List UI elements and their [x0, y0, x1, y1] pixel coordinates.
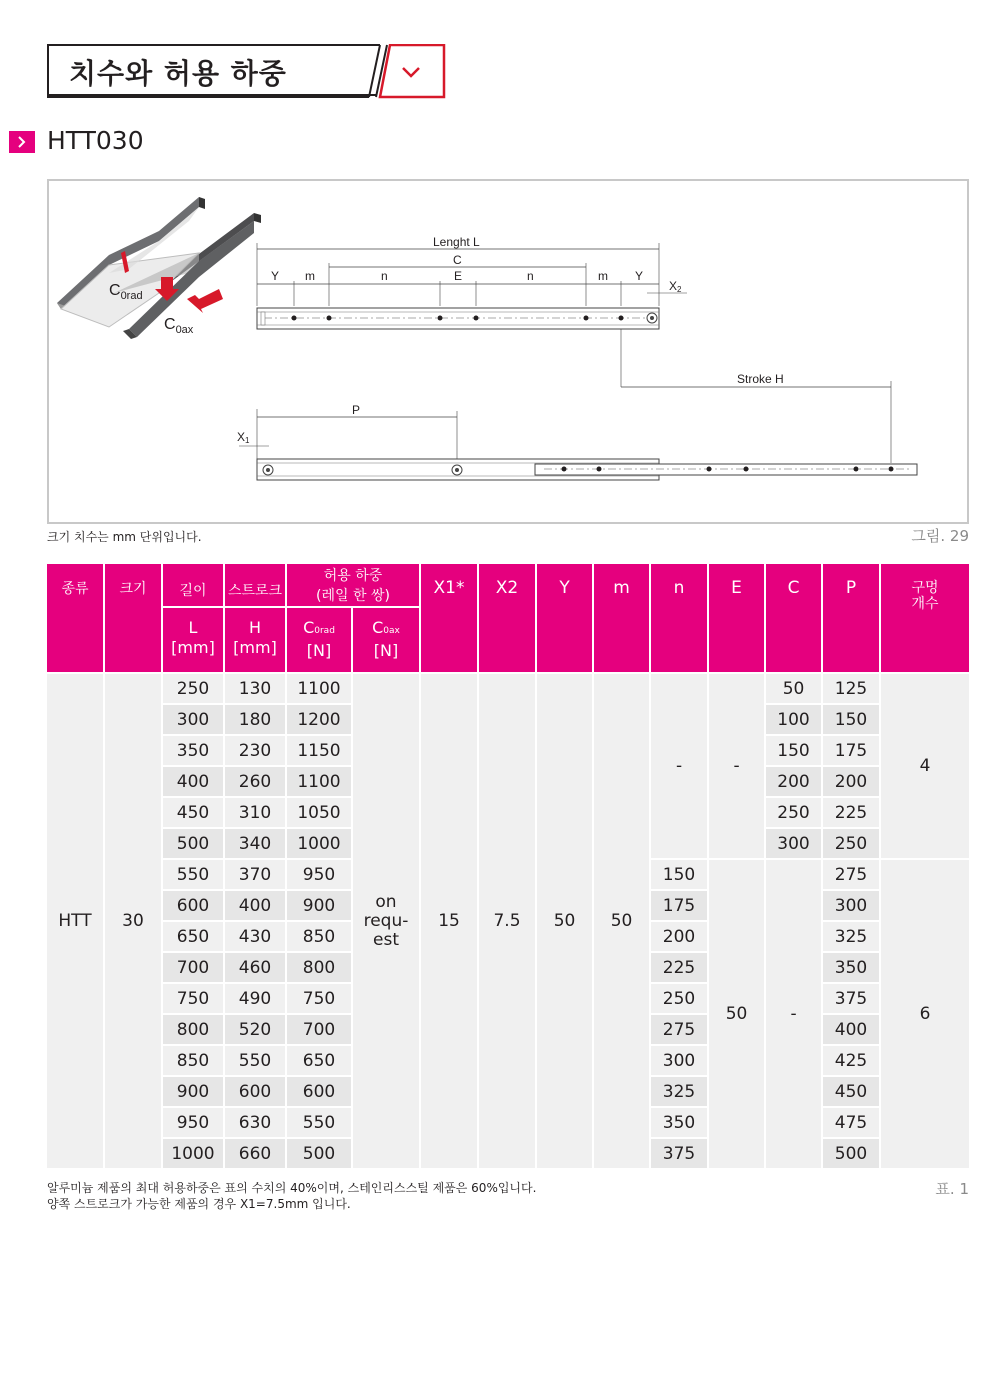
header-p: P — [823, 564, 881, 674]
cell-h: 180 — [225, 705, 287, 736]
cell-h: 430 — [225, 922, 287, 953]
cell-e-bottom: 50 — [709, 860, 766, 1170]
c0rad-label: $C_{0rad}$ — [109, 282, 143, 302]
cell-l: 700 — [163, 953, 225, 984]
cell-h: 130 — [225, 674, 287, 705]
cell-n: 275 — [651, 1015, 709, 1046]
page-title: 치수와 허용 하중 — [69, 57, 287, 90]
header-holes-line1: 구멍 — [911, 580, 939, 596]
cell-n: 300 — [651, 1046, 709, 1077]
cell-h: 370 — [225, 860, 287, 891]
cell-c0rad: 1150 — [287, 736, 353, 767]
header-x2: X2 — [479, 564, 537, 674]
cell-l: 650 — [163, 922, 225, 953]
cell-h: 660 — [225, 1139, 287, 1170]
table-notes — [47, 1180, 536, 1212]
cell-n: 325 — [651, 1077, 709, 1108]
cell-c: 150 — [766, 736, 823, 767]
cell-n: 150 — [651, 860, 709, 891]
cell-l: 500 — [163, 829, 225, 860]
c0ax-label: $C_{0ax}$ — [164, 316, 194, 336]
cell-l: 850 — [163, 1046, 225, 1077]
cell-c0rad: 750 — [287, 984, 353, 1015]
cell-c: 100 — [766, 705, 823, 736]
dimension-drawing — [49, 181, 967, 522]
cell-h: 490 — [225, 984, 287, 1015]
header-holes — [881, 564, 969, 674]
header-n: n — [651, 564, 709, 674]
figure-note: 크기 치수는 mm 단위입니다. — [47, 530, 202, 544]
header-c0rad — [287, 608, 353, 674]
header-stroke-unit-h: H — [248, 618, 262, 637]
cell-l: 900 — [163, 1077, 225, 1108]
cell-h: 310 — [225, 798, 287, 829]
cell-l: 1000 — [163, 1139, 225, 1170]
c-dim-label: C — [453, 253, 462, 267]
cell-p: 300 — [823, 891, 881, 922]
header-stroke-unit — [225, 608, 287, 674]
cell-h: 600 — [225, 1077, 287, 1108]
dimension-figure — [47, 179, 969, 524]
header-c0ax — [353, 608, 421, 674]
header-load-title: 허용 하중 — [323, 568, 383, 584]
header-y: Y — [537, 564, 594, 674]
cell-x2: 7.5 — [479, 674, 537, 1170]
cell-l: 450 — [163, 798, 225, 829]
header-c0rad-c: C — [303, 618, 315, 637]
cell-p: 125 — [823, 674, 881, 705]
cell-p: 350 — [823, 953, 881, 984]
header-length-unit — [163, 608, 225, 674]
header-size: 크기 — [105, 564, 163, 674]
cell-p: 275 — [823, 860, 881, 891]
header-c0ax-c: C — [372, 618, 384, 637]
e-label: E — [454, 269, 463, 283]
header-holes-line2: 개수 — [911, 596, 939, 612]
cell-c0rad: 1100 — [287, 674, 353, 705]
table-row — [47, 674, 969, 705]
cell-y: 50 — [537, 674, 594, 1170]
header-x1: X1* — [421, 564, 479, 674]
cell-l: 300 — [163, 705, 225, 736]
cell-c0rad: 700 — [287, 1015, 353, 1046]
cell-p: 500 — [823, 1139, 881, 1170]
section-title: HTT030 — [47, 126, 144, 155]
cell-n: 175 — [651, 891, 709, 922]
cell-c: 200 — [766, 767, 823, 798]
p-label: P — [352, 403, 361, 417]
cell-l: 800 — [163, 1015, 225, 1046]
header-length: 길이 — [163, 564, 225, 608]
header-stroke: 스트로크 — [225, 564, 287, 608]
header-c: C — [766, 564, 823, 674]
cell-p: 175 — [823, 736, 881, 767]
rail-top-view — [257, 235, 687, 329]
cell-p: 400 — [823, 1015, 881, 1046]
header-e: E — [709, 564, 766, 674]
cell-l: 600 — [163, 891, 225, 922]
title-decoration — [47, 44, 447, 100]
cell-c0rad: 900 — [287, 891, 353, 922]
m-left-label: m — [305, 269, 315, 283]
cell-c0rad: 1000 — [287, 829, 353, 860]
header-load — [287, 564, 421, 608]
cell-p: 375 — [823, 984, 881, 1015]
header-load-sub: (레일 한 쌍) — [316, 588, 390, 604]
cell-size: 30 — [105, 674, 163, 1170]
cell-l: 550 — [163, 860, 225, 891]
n-right-label: n — [527, 269, 534, 283]
cell-c0rad: 650 — [287, 1046, 353, 1077]
y-right-label: Y — [635, 269, 644, 283]
cell-n: 375 — [651, 1139, 709, 1170]
header-c0rad-sub: 0rad — [314, 626, 335, 636]
cell-h: 400 — [225, 891, 287, 922]
cell-c0ax-line3: est — [373, 929, 399, 950]
cell-c0rad: 850 — [287, 922, 353, 953]
rail-illustration — [57, 197, 261, 339]
cell-l: 950 — [163, 1108, 225, 1139]
cell-p: 225 — [823, 798, 881, 829]
cell-holes-top: 4 — [881, 674, 969, 860]
cell-m: 50 — [594, 674, 651, 1170]
cell-l: 250 — [163, 674, 225, 705]
header-length-unit-l: L — [188, 618, 198, 637]
cell-h: 630 — [225, 1108, 287, 1139]
cell-c: 250 — [766, 798, 823, 829]
x1-label: X1 — [237, 430, 250, 445]
cell-h: 520 — [225, 1015, 287, 1046]
cell-holes-bottom: 6 — [881, 860, 969, 1170]
cell-h: 230 — [225, 736, 287, 767]
cell-p: 450 — [823, 1077, 881, 1108]
cell-e-top: - — [709, 674, 766, 860]
cell-n-top: - — [651, 674, 709, 860]
cell-n: 250 — [651, 984, 709, 1015]
cell-p: 425 — [823, 1046, 881, 1077]
cell-h: 260 — [225, 767, 287, 798]
spec-table — [47, 564, 969, 1170]
cell-c0rad: 600 — [287, 1077, 353, 1108]
cell-h: 550 — [225, 1046, 287, 1077]
cell-c0rad: 950 — [287, 860, 353, 891]
header-c0ax-sub: 0ax — [383, 626, 400, 636]
header-c0ax-unit: [N] — [373, 641, 399, 660]
stroke-dimension — [621, 329, 891, 463]
header-length-unit-mm: [mm] — [171, 638, 215, 657]
cell-h: 340 — [225, 829, 287, 860]
header-stroke-unit-mm: [mm] — [233, 638, 277, 657]
chevron-right-icon — [9, 131, 35, 153]
y-left-label: Y — [271, 269, 280, 283]
cell-x1: 15 — [421, 674, 479, 1170]
n-left-label: n — [381, 269, 388, 283]
section-bullet — [9, 131, 35, 153]
header-c0rad-unit: [N] — [306, 641, 332, 660]
cell-c-bottom: - — [766, 860, 823, 1170]
x2-label: X2 — [669, 279, 682, 294]
cell-c: 50 — [766, 674, 823, 705]
cell-p: 250 — [823, 829, 881, 860]
header-type: 종류 — [47, 564, 105, 674]
cell-c0ax-line1: on — [375, 891, 397, 912]
stroke-label: Stroke H — [737, 372, 784, 386]
figure-caption: 그림. 29 — [911, 527, 969, 545]
cell-l: 350 — [163, 736, 225, 767]
cell-n: 200 — [651, 922, 709, 953]
table-caption: 표. 1 — [935, 1180, 969, 1198]
cell-c0rad: 1200 — [287, 705, 353, 736]
cell-p: 325 — [823, 922, 881, 953]
cell-n: 225 — [651, 953, 709, 984]
cell-c0rad: 1050 — [287, 798, 353, 829]
table-note-2: 양쪽 스트로크가 가능한 제품의 경우 X1=7.5mm 입니다. — [47, 1197, 351, 1211]
rail-extended-view — [237, 403, 917, 480]
cell-c0rad: 550 — [287, 1108, 353, 1139]
chevron-down-icon[interactable] — [397, 63, 427, 83]
cell-p: 150 — [823, 705, 881, 736]
table-body — [47, 674, 969, 1170]
cell-n: 350 — [651, 1108, 709, 1139]
cell-c0rad: 500 — [287, 1139, 353, 1170]
cell-c0rad: 1100 — [287, 767, 353, 798]
m-right-label: m — [598, 269, 608, 283]
cell-p: 200 — [823, 767, 881, 798]
header-m: m — [594, 564, 651, 674]
cell-c0rad: 800 — [287, 953, 353, 984]
cell-c0ax-line2: requ- — [363, 910, 409, 931]
length-label: Lenght L — [433, 235, 480, 249]
table-note-1: 알루미늄 제품의 최대 허용하중은 표의 수치의 40%이며, 스테인리스스틸 제품은 60%입니다. — [47, 1181, 537, 1195]
cell-c0ax — [353, 674, 421, 1170]
cell-l: 400 — [163, 767, 225, 798]
cell-l: 750 — [163, 984, 225, 1015]
cell-p: 475 — [823, 1108, 881, 1139]
cell-c: 300 — [766, 829, 823, 860]
cell-type: HTT — [47, 674, 105, 1170]
cell-h: 460 — [225, 953, 287, 984]
